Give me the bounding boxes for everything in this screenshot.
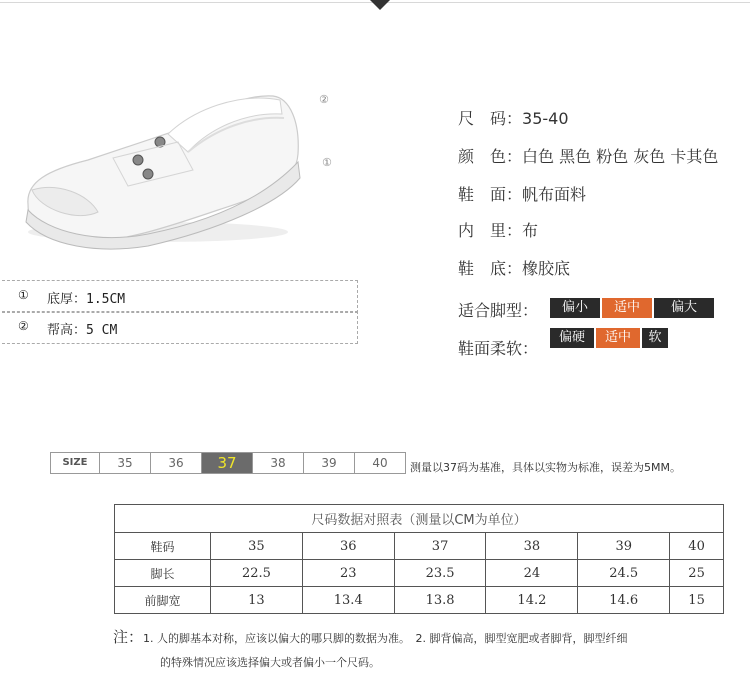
spec-sole: 鞋 底：橡胶底 bbox=[458, 259, 571, 278]
spec-upper: 鞋 面：帆布面料 bbox=[458, 185, 587, 204]
footnote-line-2: 的特殊情况应该选择偏大或者偏小一个尺码。 bbox=[160, 656, 380, 669]
table-row: 脚长 22.5 23 23.5 24 24.5 25 bbox=[115, 560, 724, 587]
fit-option-medium: 适中 bbox=[602, 298, 652, 318]
spec-size: 尺 码：35-40 bbox=[458, 109, 569, 128]
fit-rating bbox=[458, 298, 697, 321]
footnote-line-1: 注：1. 人的脚基本对称，应该以偏大的哪只脚的数据为准。 2. 脚背偏高，脚型宽肥或者脚背，脚型纤细 bbox=[113, 628, 628, 646]
size-option[interactable]: 38 bbox=[253, 453, 304, 473]
size-option-selected[interactable]: 37 bbox=[202, 453, 253, 473]
size-option[interactable]: 35 bbox=[100, 453, 151, 473]
spec-lining: 内 里：布 bbox=[458, 221, 539, 240]
top-divider bbox=[0, 0, 750, 8]
size-measure-note: 测量以37码为基准，具体以实物为标准，误差为5MM。 bbox=[410, 461, 681, 474]
down-arrow-icon bbox=[370, 0, 390, 10]
size-option[interactable]: 36 bbox=[151, 453, 202, 473]
softness-option-soft: 软 bbox=[642, 328, 668, 348]
spec-color: 颜 色：白色 黑色 粉色 灰色 卡其色 bbox=[458, 147, 719, 166]
size-bar bbox=[50, 452, 406, 474]
softness-rating bbox=[458, 330, 662, 359]
callout-marker-one: ① bbox=[322, 156, 332, 169]
callout-marker-two: ② bbox=[319, 93, 329, 106]
size-option[interactable]: 39 bbox=[304, 453, 355, 473]
size-chart-title: 尺码数据对照表（测量以CM为单位） bbox=[115, 505, 724, 533]
size-option[interactable]: 40 bbox=[372, 456, 388, 470]
softness-option-hard: 偏硬 bbox=[550, 328, 594, 348]
size-bar-label: SIZE bbox=[51, 453, 100, 473]
size-chart-table bbox=[114, 504, 724, 614]
footnote-mark: 注： bbox=[113, 628, 144, 646]
fit-label: 适合脚型： bbox=[458, 301, 539, 320]
table-row: 鞋码 35 36 37 38 39 40 bbox=[115, 533, 724, 560]
shoe-image bbox=[18, 82, 303, 252]
fit-option-large: 偏大 bbox=[654, 298, 714, 318]
softness-option-medium: 适中 bbox=[596, 328, 640, 348]
softness-label: 鞋面柔软： bbox=[458, 339, 539, 358]
fit-option-small: 偏小 bbox=[550, 298, 600, 318]
table-row: 前脚宽 13 13.4 13.8 14.2 14.6 15 bbox=[115, 587, 724, 614]
dimension-sole-thickness: ① 底厚：1.5CM bbox=[2, 280, 358, 313]
dimension-upper-height: ② 帮高：5 CM bbox=[2, 311, 358, 344]
